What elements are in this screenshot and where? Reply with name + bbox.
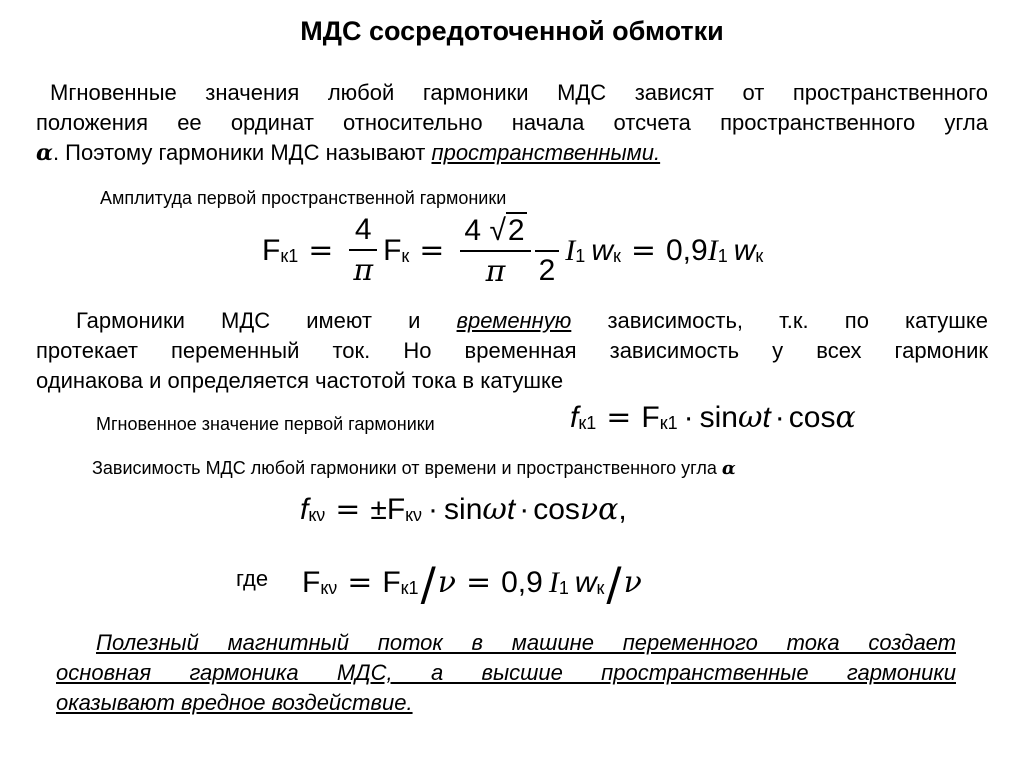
conclusion-line: основная гармоника МДС, а высшие пространственные гармоники [56, 660, 956, 685]
label-dependence [92, 458, 736, 479]
sqrt-2: √ 2 [489, 214, 525, 247]
paragraph-line: одинакова и определяется частотой тока в катушке [36, 368, 564, 393]
subscript-1: 1 [575, 246, 586, 267]
paragraph-temporal [36, 306, 988, 396]
alpha: α [835, 400, 856, 435]
emphasis-temporal: временную [456, 308, 572, 333]
symbol-F: F [262, 233, 281, 267]
fraction-4sqrt2-over-pi [460, 212, 530, 289]
subscript-k1: к1 [578, 413, 597, 434]
formula-general-harmonic [300, 492, 627, 527]
sin: sin [444, 492, 483, 526]
symbol-w: w [574, 565, 597, 599]
numerator [460, 212, 530, 250]
dot: · [683, 400, 694, 434]
equals-sign: = [630, 233, 656, 268]
symbol-F: F [302, 565, 321, 599]
label-instant: Мгновенное значение первой гармоники [96, 414, 435, 434]
symbol-F: F [382, 565, 401, 599]
subscript-k: к [755, 246, 764, 267]
symbol-t: t [506, 492, 516, 526]
paragraph-line: положения ее ординат относительно начала отсчета пространственного угла [36, 110, 988, 135]
number-4: 4 [464, 214, 482, 247]
subscript-k: к [612, 246, 621, 267]
subscript-k: к [596, 578, 605, 599]
subscript-kv: кν [405, 505, 423, 526]
symbol-F: F [641, 400, 660, 434]
omega: ω [737, 400, 763, 435]
equals-sign: = [465, 565, 492, 600]
symbol-I: I [548, 565, 559, 599]
plus-minus: ± [370, 492, 387, 526]
symbol-I: I [565, 233, 576, 267]
coefficient: 0,9 [501, 565, 543, 599]
subscript-1: 1 [558, 578, 569, 599]
symbol-f: f [300, 492, 309, 526]
alpha: α [598, 492, 619, 527]
equals-sign: = [606, 400, 632, 435]
equals-sign: = [347, 565, 373, 600]
subscript-k1: к1 [400, 578, 419, 599]
paragraph-line [36, 306, 988, 336]
dot: · [519, 492, 530, 526]
formula-nu-amplitude [302, 556, 642, 612]
denominator-2: 2 [538, 253, 556, 287]
equals-sign: = [335, 492, 361, 527]
symbol-t: t [762, 400, 771, 434]
label-text: Зависимость МДС любой гармоники от времени и пространственного угла [92, 458, 717, 478]
label-amplitude: Амплитуда первой пространственной гармоники [100, 188, 507, 208]
subscript-k: к [401, 246, 410, 267]
paragraph-text: Гармоники МДС имеют и [76, 308, 457, 333]
sin: sin [699, 400, 738, 434]
fraction-4-over-pi [349, 213, 377, 288]
coefficient: 0,9 [666, 233, 708, 267]
symbol-f: f [570, 400, 579, 434]
subscript-1: 1 [717, 246, 728, 267]
paragraph-line: Мгновенные значения любой гармоники МДС зависят от пространственного [50, 80, 988, 105]
radicand: 2 [507, 214, 525, 247]
formula-instant [570, 400, 856, 435]
conclusion-paragraph [56, 628, 956, 718]
paragraph-text: зависимость, т.к. по катушке [571, 308, 988, 333]
alpha-symbol: α [721, 458, 736, 479]
paragraph-spatial-harmonics [36, 78, 988, 168]
subscript-kv: кν [308, 505, 326, 526]
nu: ν [437, 565, 456, 600]
equals-sign: = [308, 233, 334, 268]
paragraph-text: . Поэтому гармоники МДС называют [52, 140, 432, 165]
numerator: 4 [354, 213, 372, 246]
omega: ω [482, 492, 507, 527]
subscript-k1: к1 [659, 413, 678, 434]
denominator-pi: π [485, 254, 506, 289]
symbol-w: w [733, 233, 756, 267]
conclusion-line: оказывают вредное воздействие. [56, 690, 413, 715]
equals-sign: = [419, 233, 445, 268]
symbol-w: w [591, 233, 613, 267]
slash: / [420, 558, 436, 612]
nu: ν [623, 565, 642, 600]
dot: · [428, 492, 439, 526]
symbol-I: I [707, 233, 718, 267]
dot: · [774, 400, 785, 434]
denominator-pi: π [353, 253, 374, 288]
page-title: МДС сосредоточенной обмотки [300, 16, 724, 46]
subscript-kv: кν [320, 578, 338, 599]
nu: ν [579, 492, 599, 527]
cos: cos [788, 400, 836, 434]
where-label: где [236, 566, 269, 591]
cos: cos [533, 492, 580, 526]
fraction-over-2 [535, 214, 560, 288]
alpha-symbol: α [36, 140, 53, 166]
subscript-k1: к1 [280, 246, 299, 267]
paragraph-line: протекает переменный ток. Но временная зависимость у всех гармоник [36, 338, 988, 363]
symbol-F: F [386, 492, 406, 526]
paragraph-line [36, 138, 988, 168]
symbol-F: F [383, 233, 402, 267]
slash: / [606, 558, 622, 612]
comma: , [618, 492, 627, 526]
conclusion-line: Полезный магнитный поток в машине переменного тока создает [96, 630, 956, 655]
formula-amplitude [262, 212, 763, 289]
emphasis-spatial: пространственными. [431, 140, 661, 165]
